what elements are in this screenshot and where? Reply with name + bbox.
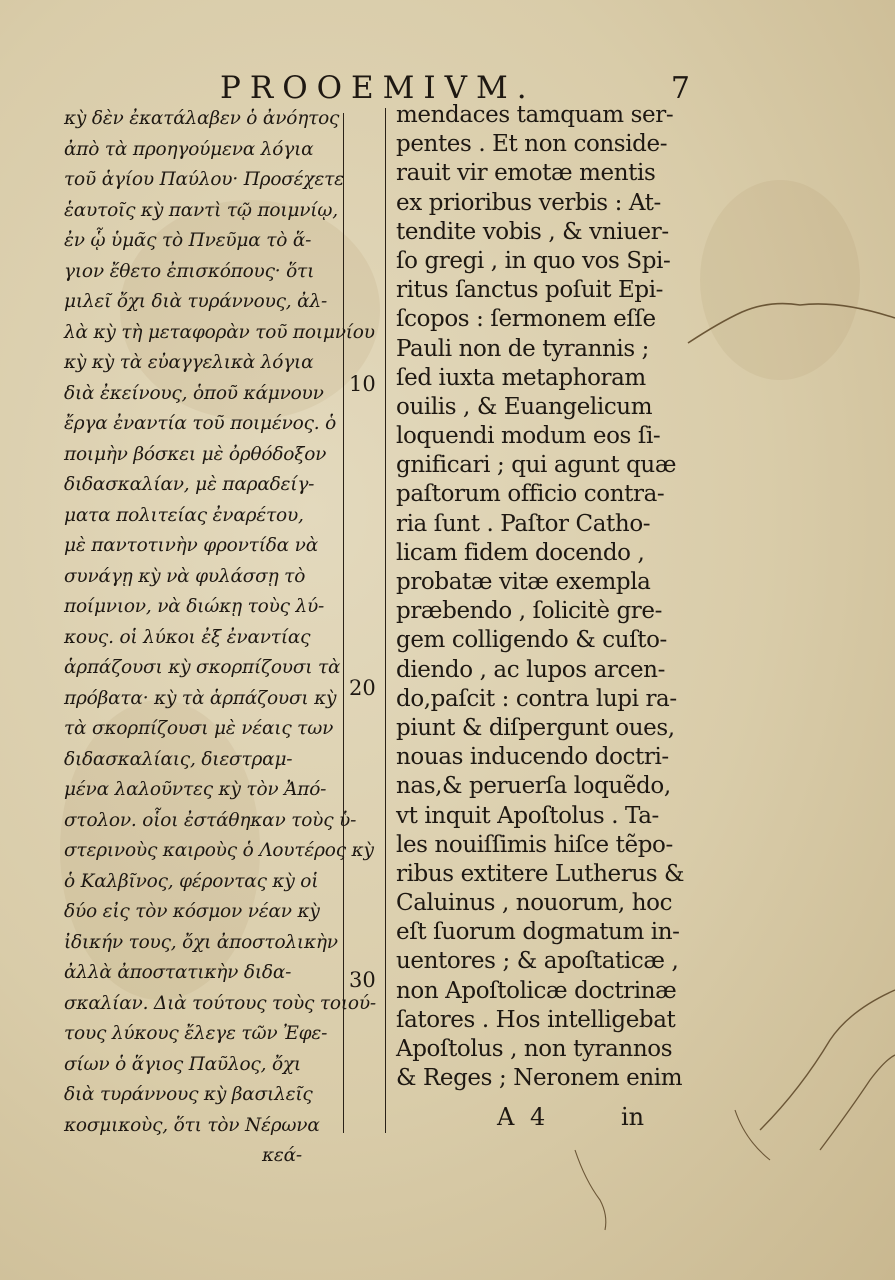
- greek-line: τους λύκους ἔλεγε τῶν Ἐφε-: [64, 1023, 328, 1044]
- greek-line: ματα πολιτείας ἐναρέτου,: [64, 504, 304, 526]
- latin-line: ritus ſanctus poſuit Epi-: [396, 277, 664, 304]
- latin-line: nas,& peruerſa loquẽdo,: [396, 773, 671, 800]
- greek-line: σίων ὁ ἅγιος Παῦλος, ὄχι: [64, 1053, 301, 1075]
- latin-line: ribus extitere Lutherus &: [396, 860, 685, 887]
- latin-line: tendite vobis , & vniuer-: [396, 218, 669, 245]
- greek-line: τὰ σκορπίζουσι μὲ νέαις των: [64, 718, 334, 739]
- latin-line: paſtorum officio contra-: [396, 481, 665, 508]
- latin-line: vt inquit Apoſtolus . Ta-: [396, 802, 659, 829]
- signature-mark: A 4: [497, 1103, 550, 1131]
- latin-line: piunt & diſpergunt oues,: [396, 714, 675, 741]
- latin-line: do,paſcit : contra lupi ra-: [396, 685, 677, 712]
- latin-line: ſatores . Hos intelligebat: [396, 1006, 676, 1033]
- catchword: in: [621, 1103, 645, 1131]
- latin-line: & Reges ; Neronem enim: [396, 1065, 683, 1092]
- latin-line: loquendi modum eos ſi-: [396, 423, 661, 450]
- greek-line: ποιμὴν βόσκει μὲ ὀρθόδοξον: [64, 443, 327, 465]
- latin-line: gem colligendo & cuſto-: [396, 627, 667, 654]
- greek-line: πρόβατα· κỳ τὰ ἁρπάζουσι κỳ: [64, 687, 337, 709]
- latin-line: probatæ vitæ exempla: [396, 569, 651, 595]
- latin-line: mendaces tamquam ser-: [396, 102, 674, 128]
- latin-line: ex prioribus verbis : At-: [396, 189, 661, 216]
- greek-line: συνάγῃ κỳ νὰ φυλάσσῃ τὸ: [64, 565, 306, 587]
- latin-line: Apoſtolus , non tyrannos: [396, 1036, 673, 1062]
- latin-line: diendo , ac lupos arcen-: [396, 656, 665, 683]
- latin-line: uentores ; & apoſtaticæ ,: [396, 948, 679, 975]
- line-number: 30: [349, 968, 376, 992]
- greek-line: μὲ παντοτινὴν φροντίδα νὰ: [64, 535, 319, 556]
- greek-line: διὰ τυράννους κỳ βασιλεῖς: [64, 1084, 313, 1105]
- greek-line: ποίμνιον, νὰ διώκῃ τοὺς λύ-: [64, 596, 325, 617]
- greek-line: κỳ δὲν ἐκατάλαβεν ὁ ἀνόητος: [64, 108, 340, 129]
- greek-catchword: κεά-: [261, 1145, 302, 1166]
- latin-line: ſcopos : ſermonem eſſe: [396, 306, 656, 333]
- greek-line: στερινοὺς καιροὺς ὁ Λουτέρος κỳ: [64, 840, 374, 861]
- page-number: 7: [670, 71, 690, 106]
- greek-line: στολον. οἷοι ἐστάθηκαν τοὺς ὑ-: [64, 809, 357, 831]
- greek-line: ὁ Καλβῖνος, φέροντας κỳ οἱ: [64, 870, 319, 892]
- greek-line: δύο εἰς τὸν κόσμον νέαν κỳ: [64, 901, 320, 922]
- greek-line: ἑαυτοῖς κỳ παντὶ τῷ ποιμνίῳ,: [64, 199, 338, 221]
- greek-line: ἰδικήν τους, ὄχι ἀποστολικὴν: [64, 931, 338, 953]
- line-number: 20: [349, 676, 376, 700]
- latin-line: les nouiſſimis hiſce tẽpo-: [396, 831, 673, 858]
- latin-line: Caluinus , nouorum, hoc: [396, 890, 673, 917]
- column-rule: [385, 108, 386, 1133]
- greek-line: ἔργα ἐναντία τοῦ ποιμένος. ὁ: [64, 413, 337, 434]
- line-number: 10: [349, 372, 376, 396]
- greek-line: γιον ἔθετο ἐπισκόπους· ὅτι: [64, 260, 315, 282]
- column-rule: [343, 113, 344, 1133]
- latin-text-column: [396, 101, 688, 1093]
- latin-line: gnificari ; qui agunt quæ: [396, 452, 677, 479]
- latin-line: ſed iuxta metaphoram: [396, 364, 646, 391]
- running-title: PROOEMIVM.: [220, 70, 536, 106]
- latin-line: eſt ſuorum dogmatum in-: [396, 919, 680, 946]
- greek-line: διὰ ἐκείνους, ὁποῦ κάμνουν: [64, 382, 324, 404]
- greek-line: διδασκαλίαις, διεστραμ-: [64, 748, 293, 770]
- greek-line: τοῦ ἁγίου Παύλου· Προσέχετε: [64, 169, 344, 190]
- greek-line: ἀπὸ τὰ προηγούμενα λόγια: [64, 138, 314, 160]
- latin-line: non Apoſtolicæ doctrinæ: [396, 977, 677, 1004]
- greek-line: σκαλίαν. Διὰ τούτους τοὺς τοιού-: [64, 992, 376, 1014]
- latin-line: ouilis , & Euangelicum: [396, 393, 653, 420]
- latin-line: præbendo , ſolicitè gre-: [396, 598, 662, 625]
- paper-stain: [700, 180, 860, 380]
- greek-line: ἁρπάζουσι κỳ σκορπίζουσι τὰ: [64, 657, 341, 678]
- latin-line: Pauli non de tyrannis ;: [396, 335, 650, 362]
- greek-line: μένα λαλοῦντες κỳ τὸν Ἀπό-: [64, 779, 327, 800]
- latin-line: ria ſunt . Paſtor Catho-: [396, 510, 651, 537]
- latin-line: rauit vir emotæ mentis: [396, 160, 656, 187]
- latin-line: ſo gregi , in quo vos Spi-: [396, 247, 671, 274]
- latin-line: pentes . Et non conside-: [396, 131, 668, 158]
- greek-line: κỳ κỳ τὰ εὐαγγελικὰ λόγια: [64, 352, 314, 373]
- greek-line: ἀλλὰ ἀποστατικὴν διδα-: [64, 962, 292, 983]
- greek-line: κους. οἱ λύκοι ἐξ ἐναντίας: [64, 626, 311, 648]
- greek-line: λὰ κỳ τὴ μεταφορὰν τοῦ ποιμνίου: [64, 321, 375, 343]
- greek-line: κοσμικοὺς, ὅτι τὸν Νέρωνα: [64, 1114, 320, 1136]
- greek-line: μιλεῖ ὄχι διὰ τυράννους, ἀλ-: [64, 291, 328, 312]
- latin-line: nouas inducendo doctri-: [396, 744, 669, 771]
- greek-line: διδασκαλίαν, μὲ παραδείγ-: [64, 474, 315, 495]
- greek-line: ἐν ᾧ ὑμᾶς τὸ Πνεῦμα τὸ ἅ-: [64, 230, 312, 251]
- latin-line: licam fidem docendo ,: [396, 539, 645, 566]
